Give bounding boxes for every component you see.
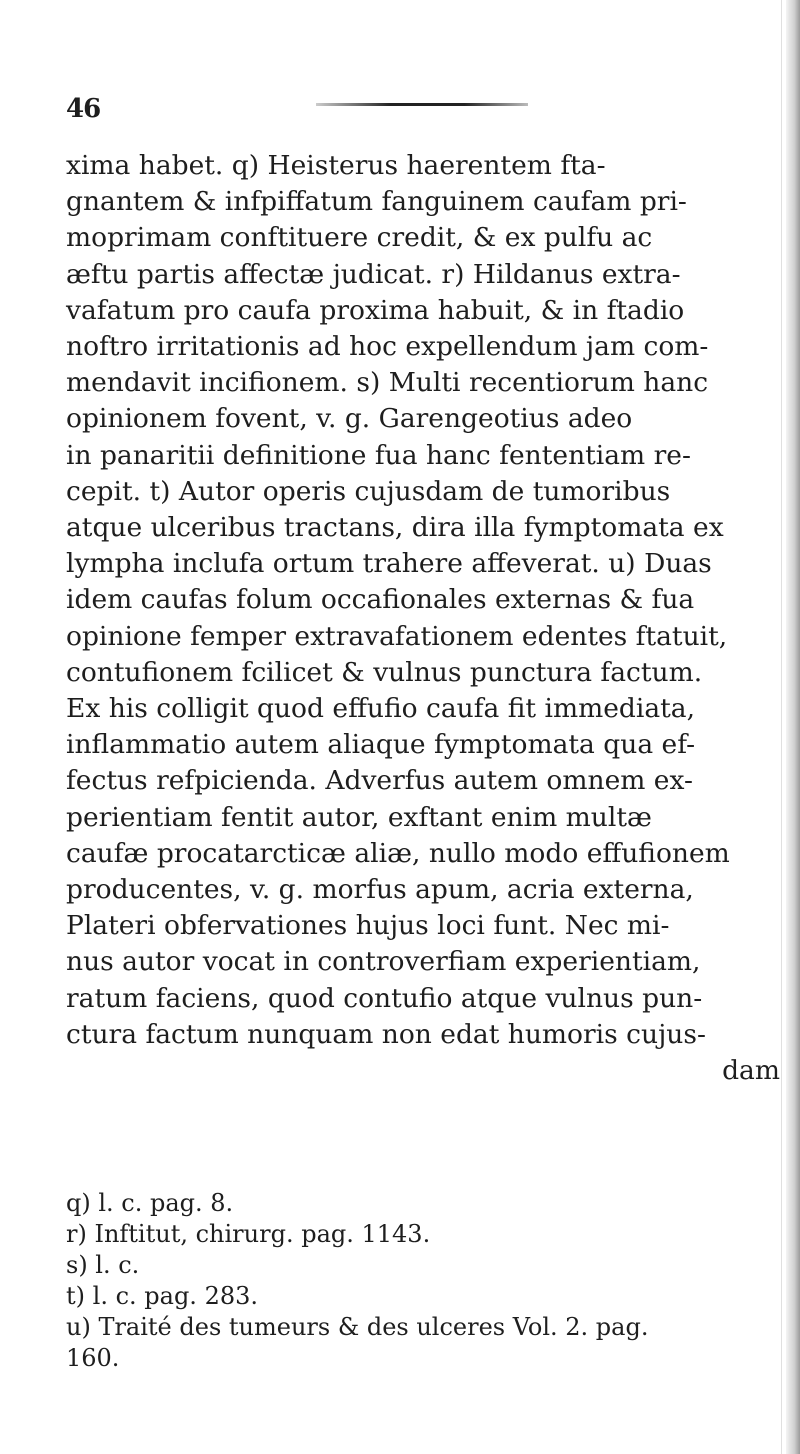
- text-line: opinione femper extravafationem edentes ftatuit,: [66, 620, 728, 652]
- text-line: nus autor vocat in controverfiam experientiam,: [66, 946, 701, 978]
- text-line: producentes, v. g. morfus apum, acria externa,: [66, 874, 694, 906]
- text-line: ratum faciens, quod contufio atque vulnus pun-: [66, 982, 703, 1014]
- text-line: inflammatio autem aliaque fymptomata qua ef-: [66, 729, 696, 761]
- footnote: t) l. c. pag. 283.: [66, 1282, 258, 1310]
- text-line: cepit. t) Autor operis cujusdam de tumoribus: [66, 475, 671, 507]
- page-number: 46: [66, 94, 101, 124]
- text-line: æftu partis affectæ judicat. r) Hildanus extra-: [66, 258, 681, 290]
- footnotes: [66, 1188, 786, 1374]
- footnote: s) l. c.: [66, 1251, 140, 1279]
- text-line: caufæ procatarcticæ aliæ, nullo modo effufionem: [66, 837, 730, 869]
- footnote: u) Traité des tumeurs & des ulceres Vol. 2. pag.: [66, 1313, 649, 1341]
- text-line: vafatum pro caufa proxima habuit, & in ftadio: [66, 294, 685, 326]
- header-rule: [316, 103, 528, 106]
- text-line: idem caufas folum occafionales externas & fua: [66, 584, 695, 616]
- text-line: Plateri obfervationes hujus loci funt. Nec mi-: [66, 910, 670, 942]
- text-line: ctura factum nunquam non edat humoris cujus-: [66, 1018, 706, 1050]
- footnote-continuation: 160.: [66, 1344, 120, 1372]
- page-edge: [786, 0, 800, 1454]
- text-line: lympha inclufa ortum trahere affeverat. u) Duas: [66, 548, 712, 580]
- text-line-catchword: dam: [722, 1055, 780, 1087]
- text-line: contufionem fcilicet & vulnus punctura factum.: [66, 656, 703, 688]
- text-line: atque ulceribus tractans, dira illa fymptomata ex: [66, 512, 724, 544]
- text-line: opinionem fovent, v. g. Garengeotius adeo: [66, 403, 633, 435]
- text-line: moprimam conftituere credit, & ex pulfu ac: [66, 222, 653, 254]
- body-text: [66, 148, 786, 1089]
- text-line: xima habet. q) Heisterus haerentem fta-: [66, 150, 606, 181]
- text-line: gnantem & infpiffatum fanguinem caufam pri-: [66, 186, 687, 218]
- text-line: mendavit incifionem. s) Multi recentiorum hanc: [66, 367, 709, 399]
- text-line: fectus refpicienda. Adverfus autem omnem ex-: [66, 765, 693, 797]
- text-line: perientiam fentit autor, exftant enim multæ: [66, 801, 652, 833]
- footnote: q) l. c. pag. 8.: [66, 1189, 234, 1217]
- text-line: Ex his colligit quod effufio caufa fit immediata,: [66, 693, 696, 725]
- text-line: noftro irritationis ad hoc expellendum jam com-: [66, 331, 709, 363]
- text-line: in panaritii definitione fua hanc fententiam re-: [66, 439, 691, 471]
- footnote: r) Inftitut, chirurg. pag. 1143.: [66, 1220, 431, 1248]
